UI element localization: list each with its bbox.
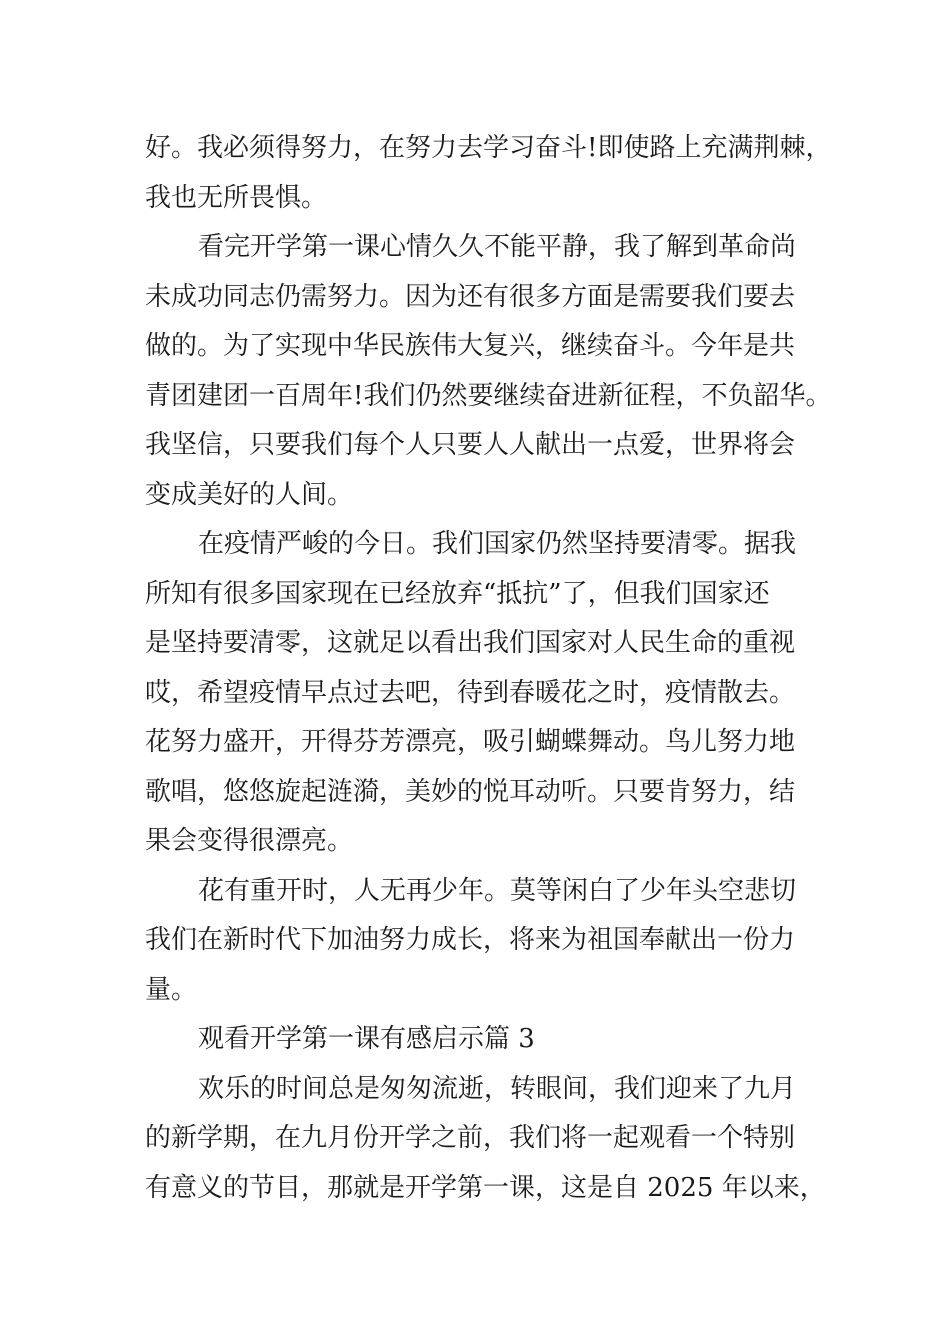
text-line: 青团建团一百周年!我们仍然要继续奋进新征程，不负韶华。 <box>145 380 832 411</box>
text-line: 花努力盛开，开得芬芳漂亮，吸引蝴蝶舞动。鸟儿努力地 <box>145 727 796 757</box>
text-line: 变成美好的人间。 <box>145 479 354 510</box>
section-heading: 观看开学第一课有感启示篇 3 <box>198 1024 535 1054</box>
text-line: 我坚信，只要我们每个人只要人人献出一点爱，世界将会 <box>145 430 796 460</box>
text-line: 好。我必须得努力，在努力去学习奋斗!即使路上充满荆棘， <box>145 133 832 163</box>
text-line: 量。 <box>145 974 198 1005</box>
text-line: 有意义的节目，那就是开学第一课，这是自 2025 年以来， <box>145 1172 826 1203</box>
text-line: 看完开学第一课心情久久不能平静，我了解到革命尚 <box>198 232 797 262</box>
text-line: 在疫情严峻的今日。我们国家仍然坚持要清零。据我 <box>198 529 797 559</box>
text-line: 果会变得很漂亮。 <box>145 826 354 856</box>
text-line: 做的。为了实现中华民族伟大复兴，继续奋斗。今年是共 <box>145 331 796 361</box>
text-line: 是坚持要清零，这就足以看出我们国家对人民生命的重视 <box>145 628 796 658</box>
text-line: 欢乐的时间总是匆匆流逝，转眼间，我们迎来了九月 <box>198 1073 797 1104</box>
document-body <box>145 124 835 1213</box>
text-line: 的新学期，在九月份开学之前，我们将一起观看一个特别 <box>145 1123 796 1153</box>
text-line: 未成功同志仍需努力。因为还有很多方面是需要我们要去 <box>145 281 796 312</box>
text-line: 花有重开时，人无再少年。莫等闲白了少年头空悲切 <box>198 875 797 906</box>
text-line: 歌唱，悠悠旋起涟漪，美妙的悦耳动听。只要肯努力，结 <box>145 776 796 807</box>
text-line: 哎，希望疫情早点过去吧，待到春暖花之时，疫情散去。 <box>145 677 796 708</box>
text-line: 我也无所畏惧。 <box>145 182 328 213</box>
text-line: 我们在新时代下加油努力成长，将来为祖国奉献出一份力 <box>145 925 796 955</box>
text-line: 所知有很多国家现在已经放弃“抵抗”了，但我们国家还 <box>145 578 770 609</box>
